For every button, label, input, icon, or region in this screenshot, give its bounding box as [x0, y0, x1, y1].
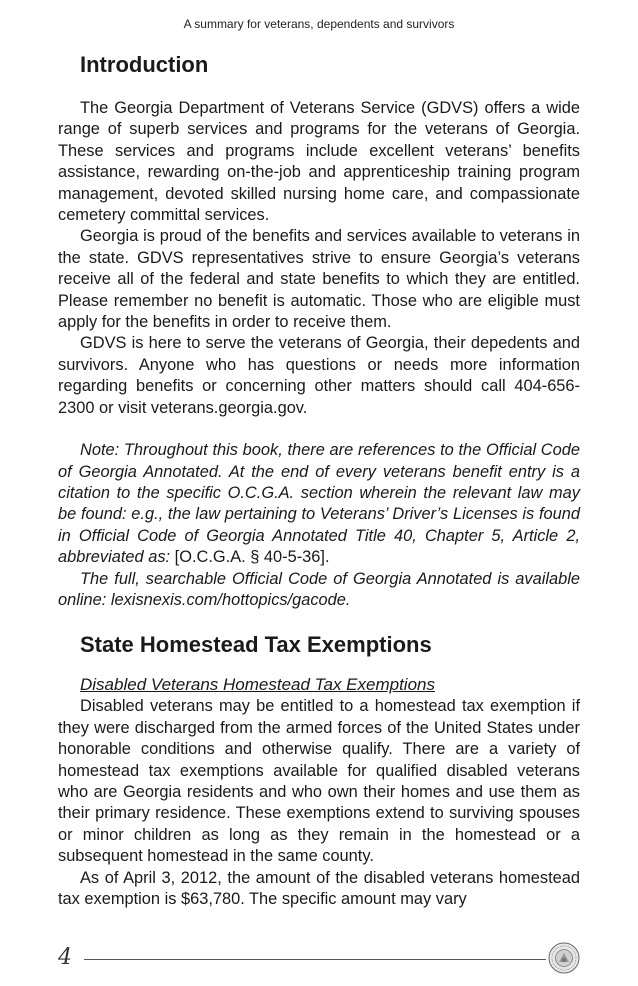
intro-paragraph-3: GDVS is here to serve the veterans of Georgia, their depedents and survivors. Anyone who has questions or needs more information regarding benefits or concerning other matters should call 404-656-2300 or visit veterans.georgia.gov. — [58, 334, 580, 417]
homestead-paragraph-2: As of April 3, 2012, the amount of the disabled veterans homestead tax exemption is $63,780. The specific amount may vary — [58, 868, 580, 908]
introduction-heading: Introduction — [80, 52, 209, 77]
intro-paragraph-1: The Georgia Department of Veterans Service (GDVS) offers a wide range of superb services and programs for the veterans of Georgia. These services and programs include excellent veterans’ benefits assistance, rewarding on-the-job and apprenticeship training program management, devoted skilled nursing home care, and compassionate cemetery committal services. — [58, 99, 580, 225]
running-header: A summary for veterans, dependents and survivors — [183, 17, 455, 31]
gdvs-seal-icon — [548, 942, 580, 974]
homestead-heading: State Homestead Tax Exemptions — [80, 632, 432, 658]
note-paragraph-2: The full, searchable Official Code of Georgia Annotated is available online: lexisnexis.com/hottopics/gacode. — [58, 569, 580, 609]
page-footer — [0, 942, 638, 978]
page-number: 4 — [58, 945, 72, 970]
note-paragraph-1 — [58, 440, 580, 568]
note-text: Note: Throughout this book, there are references to the Official Code of Georgia Annotated. At the end of every veterans benefit entry is a citation to the specific O.C.G.A. section wherein the relevant law may be found: e.g., the law pertaining to Veterans’ Driver’s Licenses is found in Official Code of Georgia Annotated Title 40, Chapter 5, Article 2, abbreviated as: — [58, 441, 580, 567]
homestead-subheading: Disabled Veterans Homestead Tax Exemptions — [80, 675, 435, 695]
footer-rule — [84, 959, 546, 960]
page-content — [58, 50, 580, 910]
note-citation: [O.C.G.A. § 40-5-36]. — [174, 548, 330, 567]
intro-paragraph-2: Georgia is proud of the benefits and services available to veterans in the state. GDVS representatives strive to ensure Georgia’s veterans receive all of the federal and state benefits to which they are entitled. Please remember no benefit is automatic. Those who are eligible must apply for the benefits in order to receive them. — [58, 227, 580, 332]
homestead-paragraph-1: Disabled veterans may be entitled to a homestead tax exemption if they were discharged from the armed forces of the United States under honorable conditions and otherwise qualify. There are a variety of homestead tax exemptions available for qualified disabled veterans who are Georgia residents and who own their homes and use them as their primary residence. These exemptions extend to surviving spouses or minor children as long as they remain in the homestead or a subsequent homestead in the same county. — [58, 697, 580, 866]
